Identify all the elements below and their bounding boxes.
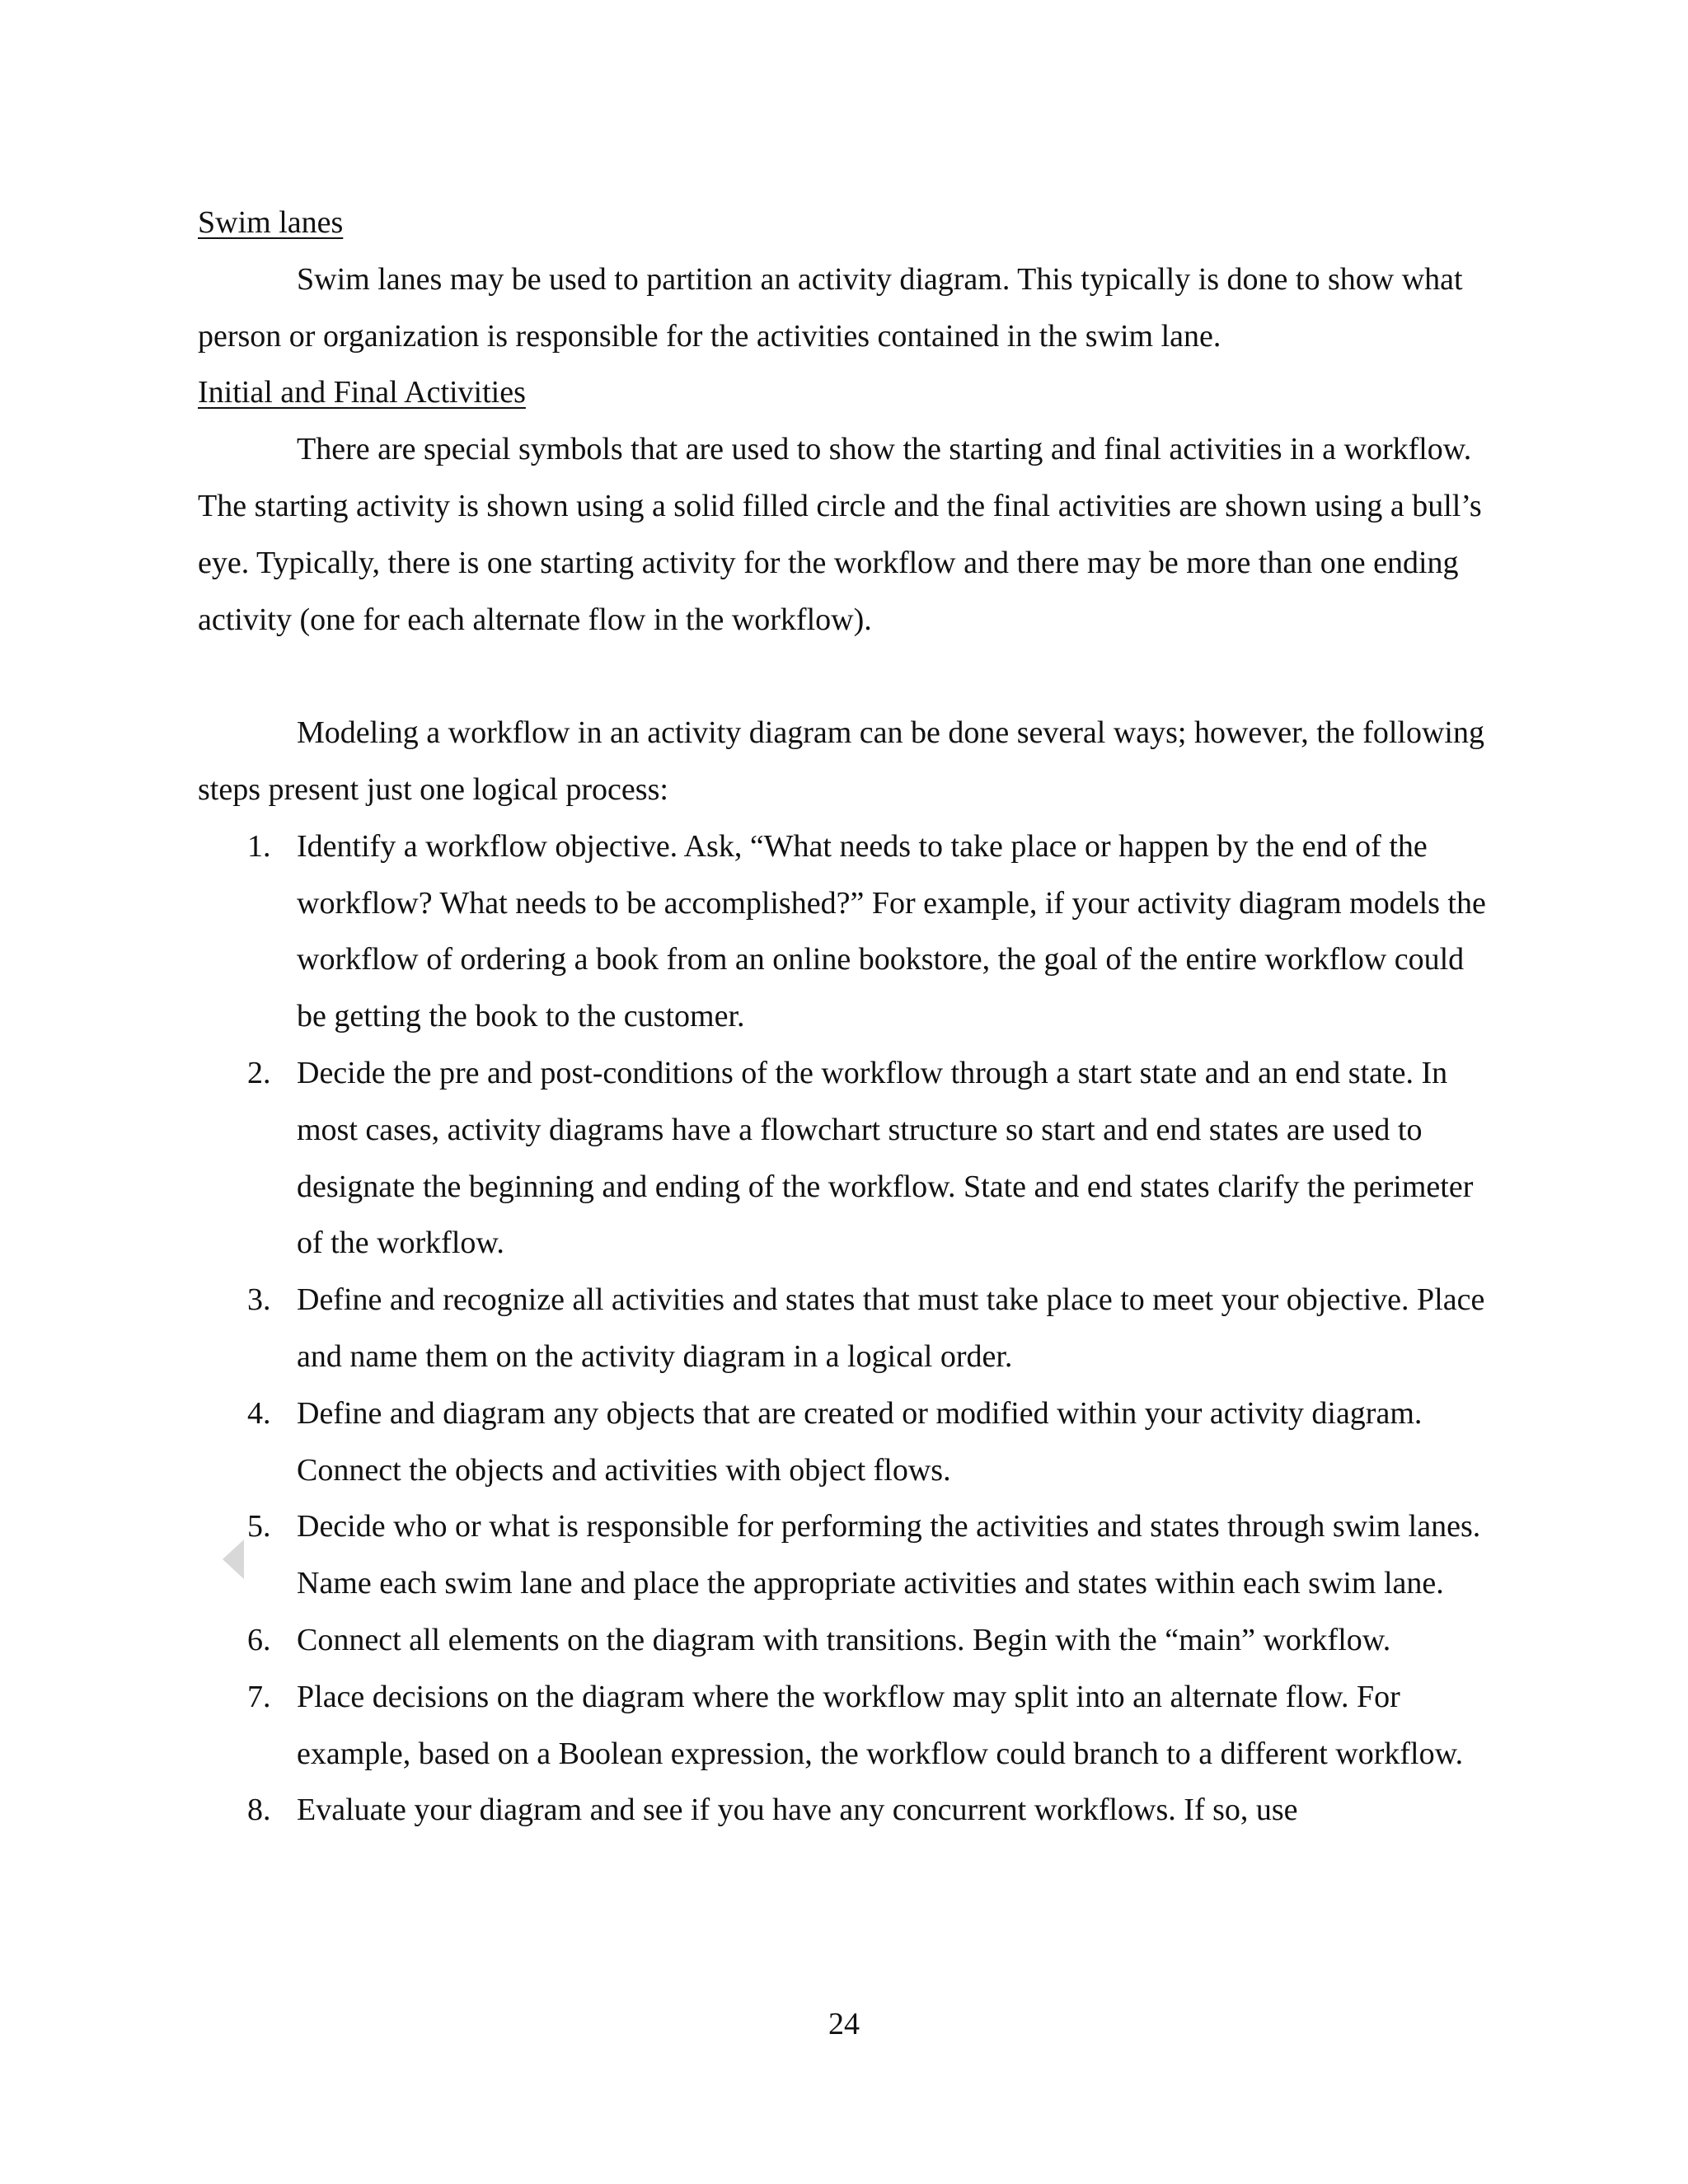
page-content: [198, 194, 1500, 1839]
list-item-number: 8.: [247, 1793, 271, 1828]
heading-swim-lanes: Swim lanes: [198, 205, 344, 240]
paragraph-swim-lanes: Swim lanes may be used to partition an activity diagram. This typically is done to show what person or organization is responsible for the activities contained in the swim lane.: [198, 261, 1463, 354]
list-item-number: 5.: [247, 1509, 271, 1544]
list-item: [198, 1782, 1500, 1839]
list-item-number: 1.: [247, 828, 271, 864]
paragraph-initial-final-activities: There are special symbols that are used to show the starting and final activities in a workflow. The starting activity is shown using a solid filled circle and the final activities are shown using a bull’s eye. Typically, there is one starting activity for the workflow and there may be more than one ending activity (one for each alternate flow in the workflow).: [198, 432, 1482, 637]
list-item-number: 4.: [247, 1395, 271, 1431]
list-item: [198, 1498, 1500, 1612]
list-item: [198, 1385, 1500, 1499]
list-item-text: Evaluate your diagram and see if you have any concurrent workflows. If so, use: [297, 1793, 1298, 1828]
list-item: [198, 818, 1500, 1045]
list-item: [198, 1669, 1500, 1783]
steps-list: [198, 818, 1500, 1839]
heading-initial-final-activities: Initial and Final Activities: [198, 375, 526, 410]
blank-line: [198, 648, 1500, 705]
list-item-text: Identify a workflow objective. Ask, “What needs to take place or happen by the end of the workflow? What needs to be accomplished?” For example, if your activity diagram models the workflow of ordering a book from an online bookstore, the goal of the entire workflow could be getting the book to the customer.: [297, 828, 1486, 1034]
list-item-text: Place decisions on the diagram where the workflow may split into an alternate flow. For example, based on a Boolean expression, the workflow could branch to a different workflow.: [297, 1679, 1464, 1771]
paragraph-modeling-intro: Modeling a workflow in an activity diagram can be done several ways; however, the following steps present just one logical process:: [198, 715, 1484, 807]
list-item: [198, 1612, 1500, 1669]
left-triangle-arrow-icon[interactable]: [223, 1540, 244, 1579]
list-item-number: 2.: [247, 1055, 271, 1090]
list-item: [198, 1045, 1500, 1272]
page-number: 24: [828, 2007, 860, 2041]
list-item-text: Define and diagram any objects that are created or modified within your activity diagram. Connect the objects and activities with object flows.: [297, 1395, 1423, 1488]
list-item-number: 3.: [247, 1282, 271, 1318]
list-item-text: Define and recognize all activities and states that must take place to meet your objective. Place and name them on the activity diagram in a logical order.: [297, 1282, 1485, 1374]
list-item-text: Decide who or what is responsible for performing the activities and states through swim lanes. Name each swim lane and place the appropriate activities and states within each swim lane.: [297, 1509, 1481, 1601]
list-item: [198, 1272, 1500, 1385]
list-item-number: 7.: [247, 1679, 271, 1714]
list-item-text: Connect all elements on the diagram with transitions. Begin with the “main” workflow.: [297, 1622, 1391, 1657]
list-item-number: 6.: [247, 1622, 271, 1657]
list-item-text: Decide the pre and post-conditions of the workflow through a start state and an end state. In most cases, activity diagrams have a flowchart structure so start and end states are used to designate the beginning and ending of the workflow. State and end states clarify the perimeter of the workflow.: [297, 1055, 1474, 1261]
